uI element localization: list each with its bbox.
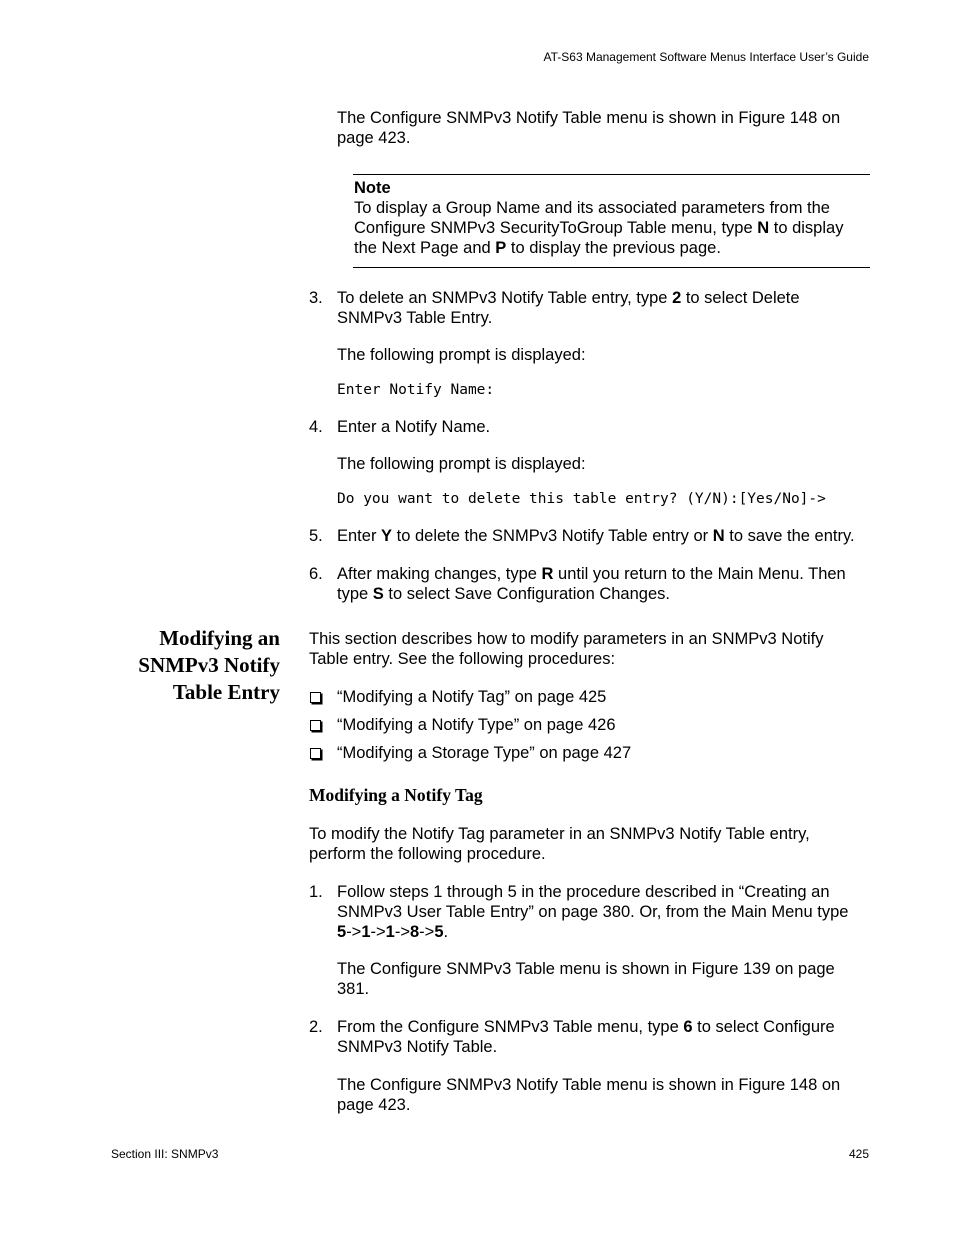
- note-block: [354, 178, 843, 258]
- section-description: This section describes how to modify parameters in an SNMPv3 Notify Table entry. See the following procedures:: [309, 630, 824, 668]
- step-3-text: To delete an SNMPv3 Notify Table entry, type 2 to select Delete SNMPv3 Table Entry.: [337, 289, 800, 327]
- step-number: 3.: [309, 289, 323, 307]
- note-label: Note: [354, 179, 391, 197]
- checkbox-bullet-icon: [310, 692, 321, 703]
- prompt-code: Do you want to delete this table entry? (Y/N):[Yes/No]->: [337, 491, 826, 507]
- footer-section: Section III: SNMPv3: [111, 1147, 219, 1161]
- step-number: 2.: [309, 1018, 323, 1036]
- sub-step-1-detail: The Configure SNMPv3 Table menu is shown in Figure 139 on page 381.: [337, 960, 835, 998]
- bullet-item: “Modifying a Notify Tag” on page 425: [337, 688, 607, 706]
- step-6-text: After making changes, type R until you return to the Main Menu. Then type S to select Save Configuration Changes.: [337, 565, 846, 603]
- intro-paragraph: [337, 108, 840, 148]
- step-number: 5.: [309, 527, 323, 545]
- running-header: AT-S63 Management Software Menus Interface User’s Guide: [543, 50, 869, 64]
- page-number: 425: [848, 1147, 869, 1161]
- sub-step-1-text: Follow steps 1 through 5 in the procedure described in “Creating an SNMPv3 User Table Entry” on page 380. Or, from the Main Menu type 5->1->1->8->5.: [337, 883, 849, 941]
- sub-step-2-text: From the Configure SNMPv3 Table menu, type 6 to select Configure SNMPv3 Notify Table.: [337, 1018, 835, 1056]
- prompt-intro: The following prompt is displayed:: [337, 346, 586, 364]
- intro-line: page 423.: [337, 129, 411, 147]
- step-number: 1.: [309, 883, 323, 901]
- section-heading: Modifying an SNMPv3 Notify Table Entry: [138, 626, 280, 704]
- note-top-rule: [353, 174, 870, 175]
- prompt-intro: The following prompt is displayed:: [337, 455, 586, 473]
- step-number: 4.: [309, 418, 323, 436]
- checkbox-bullet-icon: [310, 748, 321, 759]
- bullet-item: “Modifying a Notify Type” on page 426: [337, 716, 616, 734]
- checkbox-bullet-icon: [310, 720, 321, 731]
- step-5-text: Enter Y to delete the SNMPv3 Notify Table entry or N to save the entry.: [337, 527, 855, 545]
- sub-step-2-detail: The Configure SNMPv3 Notify Table menu is shown in Figure 148 on page 423.: [337, 1076, 841, 1114]
- step-4-text: Enter a Notify Name.: [337, 418, 491, 436]
- note-bottom-rule: [353, 267, 870, 268]
- note-line: To display a Group Name and its associated parameters from the: [354, 199, 830, 217]
- bullet-item: “Modifying a Storage Type” on page 427: [337, 744, 632, 762]
- subsection-intro: To modify the Notify Tag parameter in an SNMPv3 Notify Table entry, perform the following procedure.: [309, 825, 810, 863]
- step-number: 6.: [309, 565, 323, 583]
- intro-line: The Configure SNMPv3 Notify Table menu is shown in Figure 148 on: [337, 109, 841, 127]
- subsection-heading: Modifying a Notify Tag: [309, 785, 483, 805]
- note-line: the Next Page and P to display the previous page.: [354, 239, 721, 257]
- note-line: Configure SNMPv3 SecurityToGroup Table menu, type N to display: [354, 219, 844, 237]
- prompt-code: Enter Notify Name:: [337, 382, 495, 398]
